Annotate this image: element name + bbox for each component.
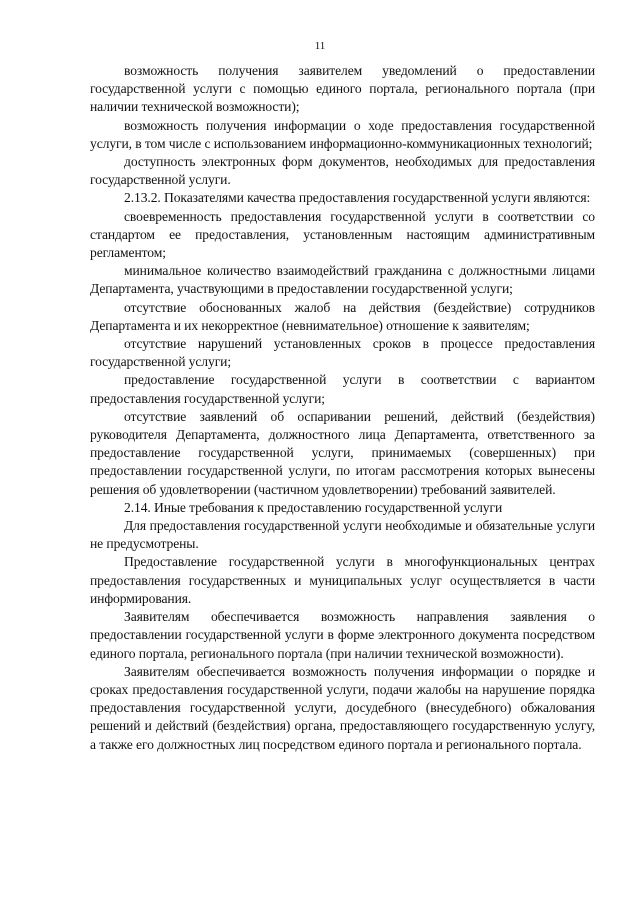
paragraph-2: возможность получения информации о ходе предоставления государственной услуги, в том числе с использованием информационно-коммуникационных технологий; [90,117,595,151]
paragraph-9: предоставление государственной услуги в соответствии с вариантом предоставления государственной услуги; [90,372,595,406]
paragraph-3: доступность электронных форм документов, необходимых для предоставления государственной услуги. [90,154,595,188]
paragraph-6: минимальное количество взаимодействий гражданина с должностными лицами Департамента, участвующими в предоставлении государственной услуги; [90,263,595,297]
section-2-14-heading: 2.14. Иные требования к предоставлению государственной услуги [124,499,503,515]
section-2-13-2-heading: 2.13.2. Показателями качества предоставления государственной услуги являются: [124,190,591,206]
document-body [90,0,595,754]
page-number: 11 [314,40,326,52]
paragraph-13: Предоставление государственной услуги в многофункциональных центрах предоставления государственных и муниципальных услуг осуществляется в части информирования. [90,554,595,606]
paragraph-15: Заявителям обеспечивается возможность получения информации о порядке и сроках предоставления государственной услуги, подачи жалобы на нарушение порядка предоставления государственной услуги, досудебного (внесудебного) обжалования решений и действий (бездействия) органа, предоставляющего государственную услугу, а также его должностных лиц посредством единого портала и регионального портала. [90,663,595,752]
paragraph-5: своевременность предоставления государственной услуги в соответствии со стандартом ее предоставления, установленным настоящим административным регламентом; [90,208,595,261]
paragraph-7: отсутствие обоснованных жалоб на действия (бездействие) сотрудников Департамента и их некорректное (невнимательное) отношение к заявителям; [90,299,595,333]
paragraph-12: Для предоставления государственной услуги необходимые и обязательные услуги не предусмотрены. [90,518,595,552]
paragraph-14: Заявителям обеспечивается возможность направления заявления о предоставлении государственной услуги в форме электронного документа посредством единого портала, регионального портала (при наличии технической возможности). [90,609,595,661]
paragraph-10: отсутствие заявлений об оспаривании решений, действий (бездействия) руководителя Департамента, должностного лица Департамента, ответственного за предоставление государственной услуги, принимаемых (совершенных) при предоставлении государственной услуги, по итогам рассмотрения которых вынесены решения об удовлетворении (частичном удовлетворении) требований заявителей. [90,408,595,497]
paragraph-1: возможность получения заявителем уведомлений о предоставлении государственной услуги с помощью единого портала, регионального портала (при наличии технической возможности); [90,63,595,115]
paragraph-8: отсутствие нарушений установленных сроков в процессе предоставления государственной услуги; [90,336,595,370]
